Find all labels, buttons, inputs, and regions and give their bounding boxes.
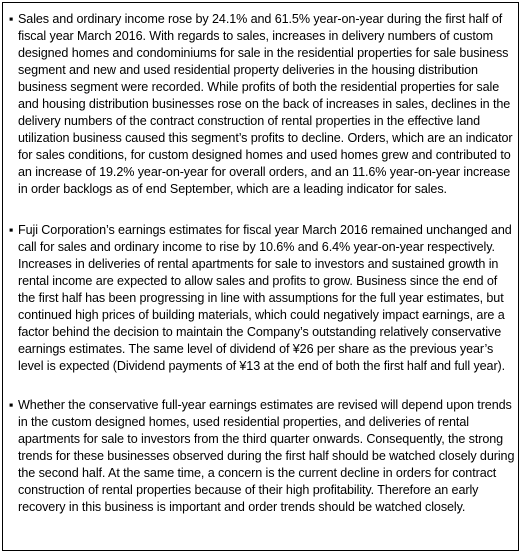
bullet-paragraph-full-year-estimates [9, 222, 515, 375]
bullet-paragraph-outlook [9, 397, 515, 516]
summary-text-box [2, 2, 519, 551]
bullet-text: Sales and ordinary income rose by 24.1% and 61.5% year-on-year during the first half of fiscal year March 2016. With regards to sales, increases in delivery numbers of custom designed homes and condominiums for sale in the residential properties for sale business segment and new and used residential property deliveries in the housing distribution business segment were recorded. While profits of both the residential properties for sale and housing distribution businesses rose on the back of increases in sales, declines in the delivery numbers of the contract construction of rental properties in the effective land utilization business caused this segment’s profits to decline. Orders, which are an indicator for sales conditions, for custom designed homes and used homes grew and contributed to an increase of 19.2% year-on-year for overall orders, and an 11.6% year-on-year increase in order backlogs as of end September, which are a leading indicator for sales. [18, 12, 513, 196]
bullet-marker: ▪ [9, 398, 14, 412]
bullet-text: Whether the conservative full-year earnings estimates are revised will depend upon trends in the custom designed homes, used residential properties, and deliveries of rental apartments for sale to investors from the third quarter onwards. Consequently, the strong trends for these businesses observed during the first half should be watched closely during the second half. At the same time, a concern is the current decline in orders for contract construction of rental properties because of their high profitability. Therefore an early recovery in this business is important and order trends should be watched closely. [18, 398, 515, 514]
bullet-marker: ▪ [9, 12, 14, 26]
bullet-text: Fuji Corporation’s earnings estimates for fiscal year March 2016 remained unchanged and call for sales and ordinary income to rise by 10.6% and 6.4% year-on-year respectively. Increases in deliveries of rental apartments for sale to investors and sustained growth in rental income are expected to allow sales and profits to grow. Business since the end of the first half has been progressing in line with assumptions for the full year estimates, but continued high prices of building materials, which could negatively impact earnings, are a factor behind the decision to maintain the Company’s outstanding relatively conservative earnings estimates. The same level of dividend of ¥26 per share as the previous year’s level is expected (Dividend payments of ¥13 at the end of both the first half and full year). [18, 223, 512, 373]
bullet-paragraph-first-half-results [9, 11, 515, 198]
bullet-marker: ▪ [9, 223, 14, 237]
